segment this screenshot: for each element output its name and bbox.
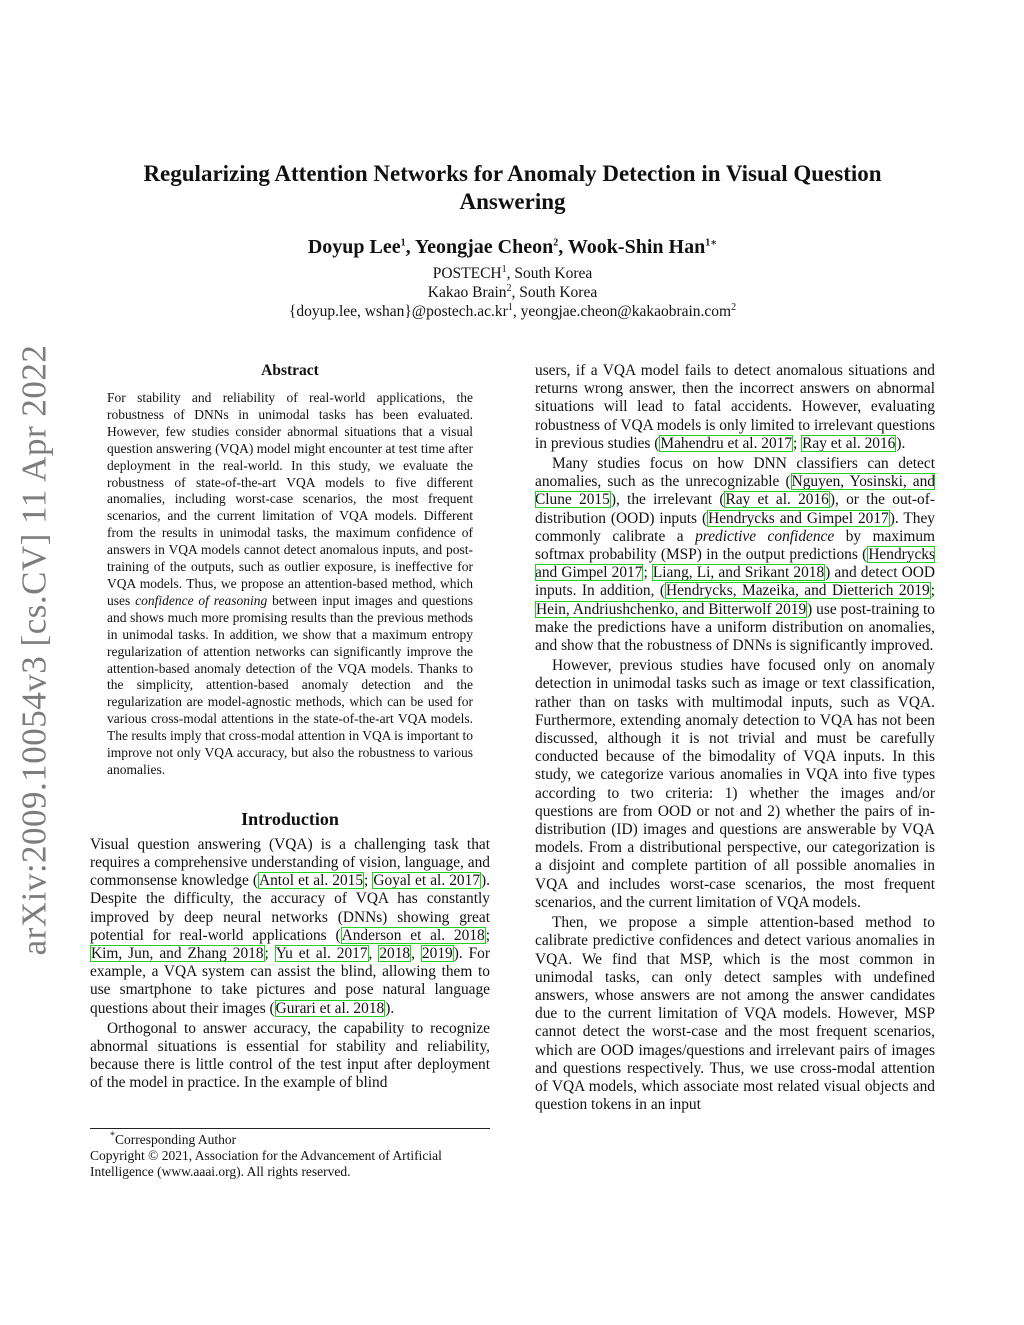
citation-link[interactable]: Hendrycks and Gimpel 2017 (708, 509, 889, 527)
citation-link[interactable]: Hendrycks and Gimpel 2017 (535, 546, 935, 582)
citation-link[interactable]: Yu et al. 2017 (275, 945, 368, 963)
intro-paragraph-6: Then, we propose a simple attention-based method to calibrate predictive confidences and detect various anomalies in VQA. We find that MSP, which is the most common in unimodal tasks, can only detect samples with undefined answers, whose answers are not among the answer candidates due to the current limitation of VQA models. However, MSP cannot detect the worst-case and the most frequent scenarios, which are OOD images/questions and irrelevant pairs of images and questions respectively. Thus, we use cross-modal attention of VQA models, which associate most related visual objects and question tokens in an input (535, 914, 935, 1114)
affiliation-postech: POSTECH$^1$, South Korea (432, 263, 593, 282)
citation-link[interactable]: Kim, Jun, and Zhang 2018 (91, 945, 264, 963)
citation-link[interactable]: Mahendru et al. 2017 (660, 434, 793, 452)
right-column (535, 362, 935, 1114)
citation-link[interactable]: Anderson et al. 2018 (341, 926, 485, 944)
citation-link[interactable]: Ray et al. 2016 (725, 491, 829, 509)
intro-paragraph-4: Many studies focus on how DNN classifiers can detect anomalies, such as the unrecognizable (Nguyen, Yosinski, and Clune 2015), the irrelevant (Ray et al. 2016), or the out-of-distribution (OOD) inputs (Hendrycks and Gimpel 2017). They commonly calibrate a predictive confidence by maximum softmax probability (MSP) in the output predictions (Hendrycks and Gimpel 2017; Liang, Li, and Srikant 2018) and detect OOD inputs. In addition, (Hendrycks, Mazeika, and Dietterich 2019; Hein, Andriushchenko, and Bitterwolf 2019) use post-training to make the predictions have a uniform distribution on anomalies, and show that the robustness of DNNs is significantly improved. (535, 455, 935, 655)
citation-link[interactable]: Nguyen, Yosinski, and Clune 2015 (535, 473, 935, 509)
corresponding-author-note: *Corresponding Author (110, 1130, 237, 1147)
citation-link[interactable]: 2019 (421, 945, 453, 963)
citation-link[interactable]: Liang, Li, and Srikant 2018 (652, 564, 825, 582)
author-list: Doyup Lee$^1$, Yeongjae Cheon$^2$, Wook-Shin Han$^{1∗}$ (307, 236, 718, 258)
intro-paragraph-1: Visual question answering (VQA) is a challenging task that requires a comprehensive understanding of vision, language, and commonsense knowledge (Antol et al. 2015; Goyal et al. 2017). Despite the difficulty, the accuracy of VQA has constantly improved by deep neural networks (DNNs) showing great potential for real-world applications (Anderson et al. 2018; Kim, Jun, and Zhang 2018; Yu et al. 2017, 2018, 2019). For example, a VQA system can assist the blind, allowing them to use smartphone to take pictures and pose natural language questions about their images (Gurari et al. 2018). (90, 835, 491, 1017)
intro-paragraph-2: Orthogonal to answer accuracy, the capability to recognize abnormal situations is essential for stability and reliability, because there is little control of the test input after deployment of the model in practice. In the example of blind (90, 1019, 490, 1092)
left-column (90, 362, 490, 1093)
citation-link[interactable]: Gurari et al. 2018 (275, 999, 385, 1017)
citation-link[interactable]: Hendrycks, Mazeika, and Dietterich 2019 (666, 582, 930, 600)
intro-paragraph-5: However, previous studies have focused only on anomaly detection in unimodal tasks such as image or text classification, rather than on tasks with multimodal inputs, such as VQA. Furthermore, extending anomaly detection to VQA has not been discussed, although it is not trivial and must be carefully conducted because of the bimodality of VQA inputs. In this study, we categorize various anomalies in VQA into five types according to two criteria: 1) whether the images and/or questions are from OOD or not and 2) whether the pairs of in-distribution (ID) images and questions are answerable by VQA models. From a distributional perspective, our categorization is a disjoint and complete partition of all possible anomalies in VQA and includes worst-case scenarios, the most frequent scenarios, and the current limitation of VQA models. (535, 657, 935, 911)
intro-paragraph-3: users, if a VQA model fails to detect anomalous situations and returns wrong answer, then the incorrect answers on abnormal situations will lead to fatal accidents. However, evaluating robustness of VQA models is only limited to irrelevant questions in previous studies (Mahendru et al. 2017; Ray et al. 2016). (535, 362, 935, 452)
citation-link[interactable]: Goyal et al. 2017 (373, 872, 481, 890)
copyright-note: Copyright © 2021, Association for the Advancement of Artificial Intelligence (www.aaai.org). All rights reserved. (90, 1148, 442, 1179)
citation-link[interactable]: Ray et al. 2016 (802, 434, 896, 452)
introduction-heading: Introduction (241, 808, 339, 829)
footnote-block (90, 1128, 490, 1180)
arxiv-identifier: arXiv:2009.10054v3 [cs.CV] 11 Apr 2022 (14, 344, 54, 956)
citation-link[interactable]: 2018 (379, 945, 411, 963)
abstract-heading: Abstract (261, 362, 319, 379)
affiliation-kakao: Kakao Brain$^2$, South Korea (427, 282, 598, 301)
paper-title: Regularizing Attention Networks for Anomaly Detection in Visual Question Answering (143, 161, 882, 214)
citation-link[interactable]: Antol et al. 2015 (258, 872, 364, 890)
abstract-text: For stability and reliability of real-world applications, the robustness of DNNs in unimodal tasks has been evaluated. However, few studies consider abnormal situations that a visual question answering (VQA) model might encounter at test time after deployment in the real-world. In this study, we evaluate the robustness of state-of-the-art VQA models to five different anomalies, including worst-case scenarios, the most frequent scenarios, and the current limitation of VQA models. Different from the results in unimodal tasks, the maximum confidence of answers in VQA models cannot detect anomalous inputs, and post-training of the outputs, such as outlier exposure, is ineffective for VQA models. Thus, we propose an attention-based method, which uses confidence of reasoning between input images and questions and shows much more promising results than the previous methods in unimodal tasks. In addition, we show that a maximum entropy regularization of attention networks can significantly improve the attention-based anomaly detection of the VQA models. Thanks to the simplicity, attention-based anomaly detection and the regularization are model-agnostic methods, which can be used for various cross-modal attentions in the state-of-the-art VQA models. The results imply that cross-modal attention in VQA is important to improve not only VQA accuracy, but also the robustness to various anomalies. (107, 390, 473, 777)
author-emails: {doyup.lee, $wshan\}@postech.ac.kr^1$, yeongjae.cheon@kakaobrain.com$^2$ (288, 301, 737, 320)
arxiv-sidebar (12, 344, 56, 956)
citation-link[interactable]: Hein, Andriushchenko, and Bitterwolf 2019 (536, 600, 807, 618)
